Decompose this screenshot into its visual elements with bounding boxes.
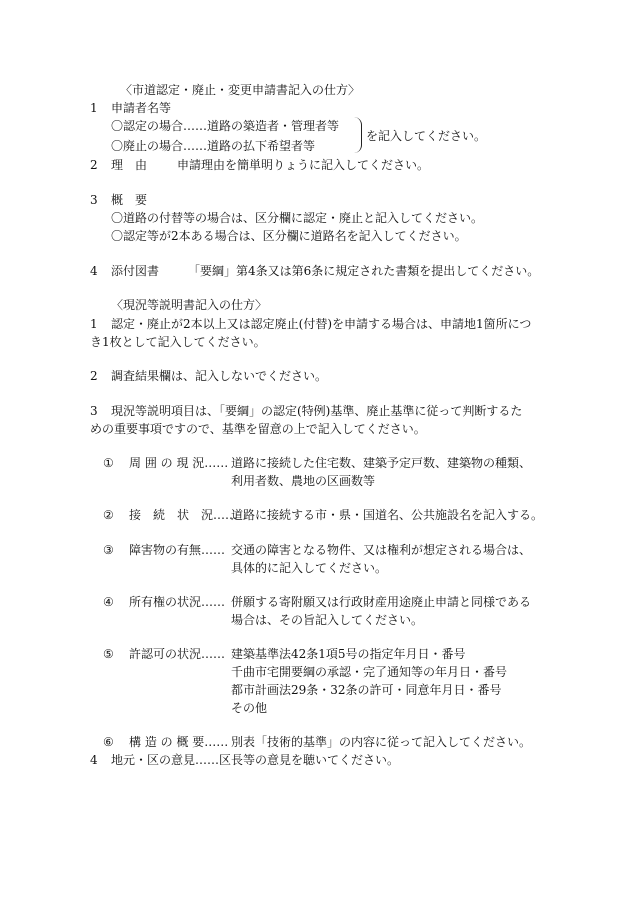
item-connection-line1: 道路に接続する市・県・国道名、公共施設名を記入する。 [231, 508, 544, 522]
item-surroundings-line1: 道路に接続した住宅数、建築予定戸数、建築物の種類、 [231, 456, 532, 470]
item-ownership-line1: 併願する寄附願又は行政財産用途廃止申請と同様である [231, 595, 532, 609]
item1-title: 申請者名等 [111, 101, 172, 115]
item-permits-number: ⑤ [103, 647, 114, 661]
item2-text: 申請理由を簡単明りょうに記入してください。 [177, 158, 430, 172]
item-obstacles-number: ③ [103, 543, 114, 557]
para3-line2: めの重要事項ですので、基準を留意の上で記入してください。 [90, 422, 426, 436]
para2-line1: 調査結果欄は、記入しないでください。 [111, 369, 328, 383]
section1-heading: 〈市道認定・廃止・変更申請書記入の仕方〉 [120, 83, 361, 97]
section2-heading: 〈現況等説明書記入の仕方〉 [111, 298, 268, 312]
item-structure-number: ⑥ [103, 735, 114, 749]
item1-number: 1 [90, 101, 98, 115]
item3-title: 概 要 [111, 193, 148, 207]
item-obstacles-label: 障害物の有無…… [129, 543, 226, 557]
para4-text: 地元・区の意見……区長等の意見を聴いてください。 [111, 753, 400, 767]
item-obstacles-line2: 具体的に記入してください。 [231, 561, 388, 575]
item-connection-number: ② [103, 508, 114, 522]
item-surroundings-label: 周 囲 の 現 況…… [129, 456, 229, 470]
item-obstacles-line1: 交通の障害となる物件、又は権利が想定される場合は、 [231, 543, 532, 557]
item2-number: 2 [90, 158, 98, 172]
item1-line-authorization: 〇認定の場合……道路の築造者・管理者等 [111, 119, 340, 133]
para1-number: 1 [90, 317, 98, 331]
para3-number: 3 [90, 404, 98, 418]
para1-line2: き1枚として記入してください。 [90, 335, 266, 349]
brace-bracket [353, 117, 362, 153]
item-structure-label: 構 造 の 概 要…… [129, 735, 229, 749]
item4-number: 4 [90, 264, 98, 278]
item-ownership-number: ④ [103, 595, 114, 609]
para4-number: 4 [90, 753, 98, 767]
item-surroundings-line2: 利用者数、農地の区画数等 [231, 474, 376, 488]
item4-text: 「要綱」第4条又は第6条に規定された書類を提出してください。 [188, 264, 540, 278]
item2-title: 理 由 [111, 158, 148, 172]
item-permits-label: 許認可の状況…… [129, 647, 226, 661]
item4-title: 添付図書 [111, 264, 160, 278]
item1-brace-text: を記入してください。 [366, 129, 487, 143]
item-permits-line2: 千曲市宅開要綱の承認・完了通知等の年月日・番号 [231, 665, 508, 679]
item-ownership-line2: 場合は、その旨記入してください。 [231, 613, 424, 627]
para1-line1: 認定・廃止が2本以上又は認定廃止(付替)を申請する場合は、申請地1箇所につ [111, 317, 532, 331]
item-permits-line1: 建築基準法42条1項5号の指定年月日・番号 [231, 647, 466, 661]
item-ownership-label: 所有権の状況…… [129, 595, 226, 609]
item-permits-line3: 都市計画法29条・32条の許可・同意年月日・番号 [231, 683, 502, 697]
para3-line1: 現況等説明項目は、「要綱」の認定(特例)基準、廃止基準に従って判断するた [111, 404, 523, 418]
item1-line-abolition: 〇廃止の場合……道路の払下希望者等 [111, 139, 316, 153]
item3-number: 3 [90, 193, 98, 207]
item-surroundings-number: ① [103, 456, 114, 470]
item-permits-line4: その他 [231, 701, 268, 715]
item-structure-line1: 別表「技術的基準」の内容に従って記入してください。 [231, 735, 532, 749]
item-connection-label: 接 続 状 況…… [129, 508, 238, 522]
para2-number: 2 [90, 369, 98, 383]
item3-line1: 〇道路の付替等の場合は、区分欄に認定・廃止と記入してください。 [111, 211, 484, 225]
item3-line2: 〇認定等が2本ある場合は、区分欄に道路名を記入してください。 [111, 229, 467, 243]
